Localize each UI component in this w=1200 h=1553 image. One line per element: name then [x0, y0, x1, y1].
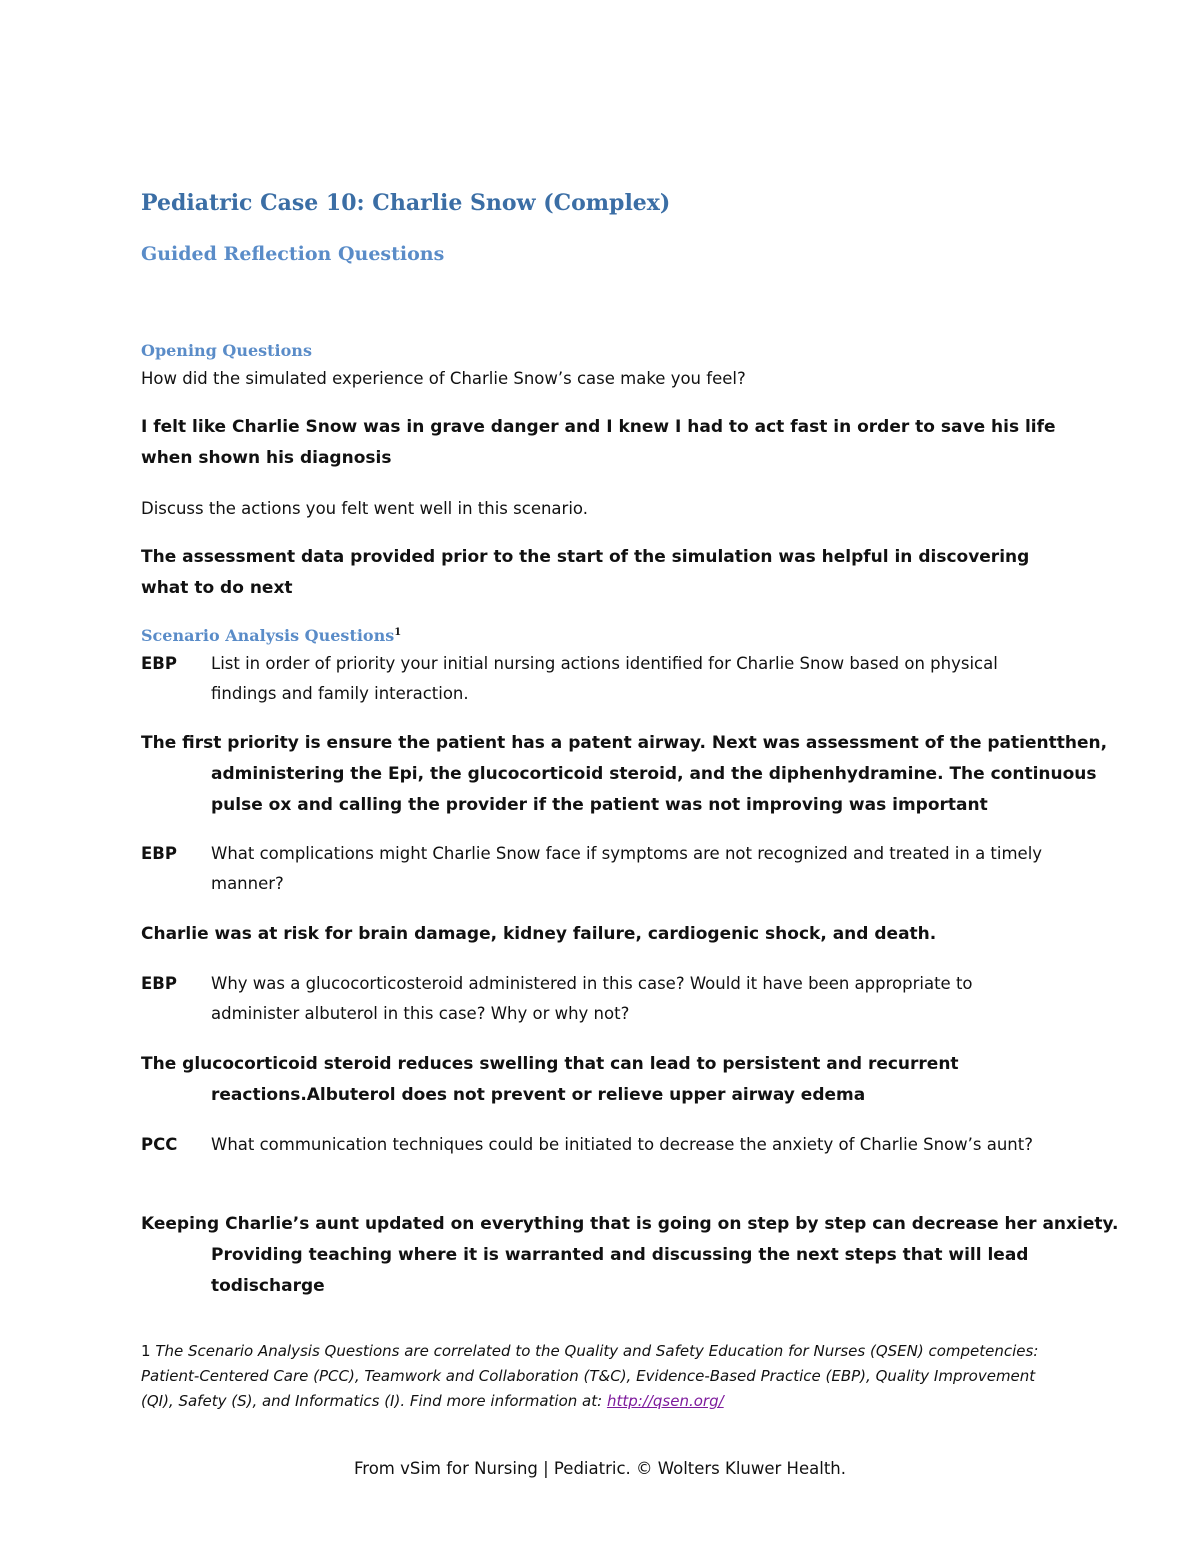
analysis-question-text: What communication techniques could be initiated to decrease the anxiety of Charlie Snow’s aunt?	[211, 1135, 1033, 1154]
analysis-question-3	[141, 969, 1061, 1029]
analysis-question-text: What complications might Charlie Snow face if symptoms are not recognized and treated in a timely manner?	[211, 844, 1043, 893]
document-subtitle: Guided Reflection Questions	[141, 243, 445, 265]
analysis-answer-2: Charlie was at risk for brain damage, kidney failure, cardiogenic shock, and death.	[141, 924, 937, 944]
analysis-answer-4: Keeping Charlie’s aunt updated on everything that is going on step by step can decrease her anxiety. Providing teaching where it is warranted and discussing the next steps that will lead todischarge	[141, 1214, 1119, 1296]
document-title: Pediatric Case 10: Charlie Snow (Complex)	[141, 190, 671, 216]
analysis-question-4	[141, 1130, 1061, 1160]
analysis-question-2	[141, 839, 1061, 899]
opening-question-1: How did the simulated experience of Charlie Snow’s case make you feel?	[141, 369, 746, 388]
page-footer: From vSim for Nursing | Pediatric. © Wolters Kluwer Health.	[353, 1459, 846, 1478]
analysis-answer-3: The glucocorticoid steroid reduces swelling that can lead to persistent and recurrent reactions.Albuterol does not prevent or relieve upper airway edema	[141, 1054, 959, 1105]
analysis-answer-1: The first priority is ensure the patient has a patent airway. Next was assessment of the patientthen, administering the Epi, the glucocorticoid steroid, and the diphenhydramine. The continuous pulse ox and calling the provider if the patient was not improving was important	[141, 733, 1108, 815]
analysis-question-1	[141, 649, 1061, 709]
footnote-number: 1	[141, 1342, 151, 1360]
analysis-question-text: List in order of priority your initial nursing actions identified for Charlie Snow based on physical findings and family interaction.	[211, 654, 998, 703]
footnote-ref: 1	[394, 627, 402, 638]
opening-questions-heading: Opening Questions	[141, 341, 312, 360]
opening-answer-2: The assessment data provided prior to the start of the simulation was helpful in discovering what to do next	[141, 547, 1030, 598]
footnote	[141, 1339, 1061, 1414]
analysis-question-text: Why was a glucocorticosteroid administered in this case? Would it have been appropriate to administer albuterol in this case? Why or why not?	[211, 974, 973, 1023]
footnote-text: The Scenario Analysis Questions are correlated to the Quality and Safety Education for Nurses (QSEN) competencies: Patient-Centered Care (PCC), Teamwork and Collaboration (T&C), Evidence-Based Practice (EBP), Quality Improvement (QI), Safety (S), and Informatics (I). Find more information at:	[141, 1342, 1039, 1410]
qsen-tag: PCC	[141, 1135, 178, 1154]
qsen-tag: EBP	[141, 974, 177, 993]
opening-answer-1: I felt like Charlie Snow was in grave danger and I knew I had to act fast in order to save his life when shown his diagnosis	[141, 417, 1056, 468]
opening-question-2: Discuss the actions you felt went well in this scenario.	[141, 499, 588, 518]
qsen-link[interactable]: http://qsen.org/	[606, 1392, 724, 1410]
qsen-tag: EBP	[141, 844, 177, 863]
scenario-analysis-heading-text: Scenario Analysis Questions	[141, 626, 395, 645]
qsen-tag: EBP	[141, 654, 177, 673]
scenario-analysis-heading	[141, 626, 1061, 645]
